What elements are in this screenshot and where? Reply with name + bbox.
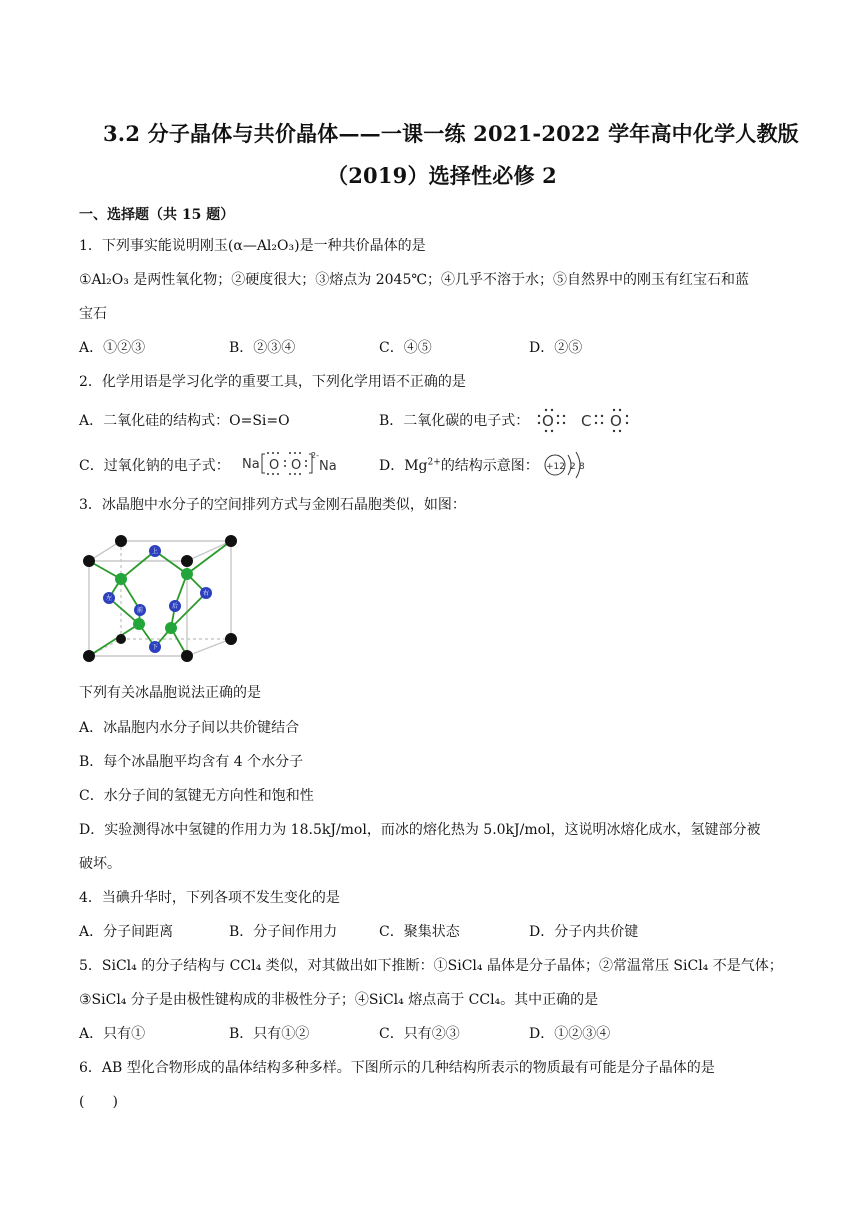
na-left: Na [242,457,260,472]
q5-option-b: B．只有①② [229,1026,310,1042]
ice-unit-cell-figure [76,527,240,670]
mg-shell-2: 8 [579,462,585,472]
mg-shell-1: 2 [570,462,576,472]
mg-ion-structure-figure [542,449,590,483]
q6-line1: 6．AB 型化合物形成的晶体结构多种多样。下图所示的几种结构所表示的物质最有可能是分子晶体的是 [79,1060,715,1076]
na-right: Na [319,459,337,474]
co2-electron-dot-figure [536,406,632,434]
q4-option-b: B．分子间作用力 [229,924,338,940]
q3-option-b: B．每个冰晶胞平均含有 4 个水分子 [79,754,304,770]
na2o2-o2: O [291,458,302,473]
q3-option-c: C．水分子间的氢键无方向性和饱和性 [79,788,314,804]
q1-option-a: A．①②③ [79,340,146,356]
face-label-top: 上 [152,548,159,555]
q3-option-a: A．冰晶胞内水分子间以共价键结合 [79,720,300,736]
q3-option-d-line2: 破坏。 [79,856,121,872]
face-label-bottom: 下 [152,644,159,651]
face-label-left: 左 [106,595,113,602]
q4-stem: 4．当碘升华时，下列各项不发生变化的是 [79,890,340,906]
q5-line1: 5．SiCl₄ 的分子结构与 CCl₄ 类似，对其做出如下推断：①SiCl₄ 晶体是分子晶体；②常温常压 SiCl₄ 不是气体； [79,958,783,974]
q2-option-a: A．二氧化硅的结构式：O=Si=O [79,413,290,429]
face-label-back: 后 [172,603,179,610]
q1-option-d: D．②⑤ [529,340,583,356]
co2-o-right: O [610,412,622,430]
q3-stem: 3．冰晶胞中水分子的空间排列方式与金刚石晶胞类似，如图： [79,497,466,513]
q1-option-b: B．②③④ [229,340,296,356]
q3-option-d: D．实验测得冰中氢键的作用力为 18.5kJ/mol，而冰的熔化热为 5.0kJ/mol，这说明冰熔化成水，氢键部分被 [79,822,761,838]
q1-option-c: C．④⑤ [379,340,432,356]
mg-nucleus-label: +12 [546,462,565,472]
q2-stem: 2．化学用语是学习化学的重要工具，下列化学用语不正确的是 [79,374,466,390]
q3-question: 下列有关冰晶胞说法正确的是 [79,685,261,701]
q1-facts-line2: 宝石 [79,306,107,322]
q2-option-d: D．$Mg^{2+}$的结构示意图： [379,457,539,474]
face-label-front: 前 [137,607,144,614]
co2-o-left: O [542,412,554,430]
q6-line2: ( ) [79,1094,118,1110]
q2-option-b: B．二氧化碳的电子式： [379,413,530,429]
na2o2-electron-dot-figure [242,449,342,477]
co2-c: C [581,412,592,430]
q4-option-a: A．分子间距离 [79,924,174,940]
section-header: 一、选择题（共 15 题） [79,207,235,223]
charge-label: 2- [311,451,319,460]
face-label-right: 右 [203,590,210,597]
q4-option-c: C．聚集状态 [379,924,460,940]
q1-facts-line1: ①Al₂O₃ 是两性氧化物；②硬度很大；③熔点为 2045℃；④几乎不溶于水；⑤自然界中的刚玉有红宝石和蓝 [79,272,750,288]
q5-option-d: D．①②③④ [529,1026,611,1042]
q4-option-d: D．分子内共价键 [529,924,639,940]
q5-option-c: C．只有②③ [379,1026,460,1042]
page-subtitle: （2019）选择性必修 2 [327,163,557,188]
q5-line2: ③SiCl₄ 分子是由极性键构成的非极性分子；④SiCl₄ 熔点高于 CCl₄。其中正确的是 [79,992,599,1008]
q5-option-a: A．只有① [79,1026,146,1042]
page-title: 3.2 分子晶体与共价晶体——一课一练 2021-2022 学年高中化学人教版 [103,121,799,146]
q2-option-c: C．过氧化钠的电子式： [79,458,230,474]
q1-stem: 1．下列事实能说明刚玉(α—Al₂O₃)是一种共价晶体的是 [79,238,426,254]
na2o2-o1: O [269,458,280,473]
